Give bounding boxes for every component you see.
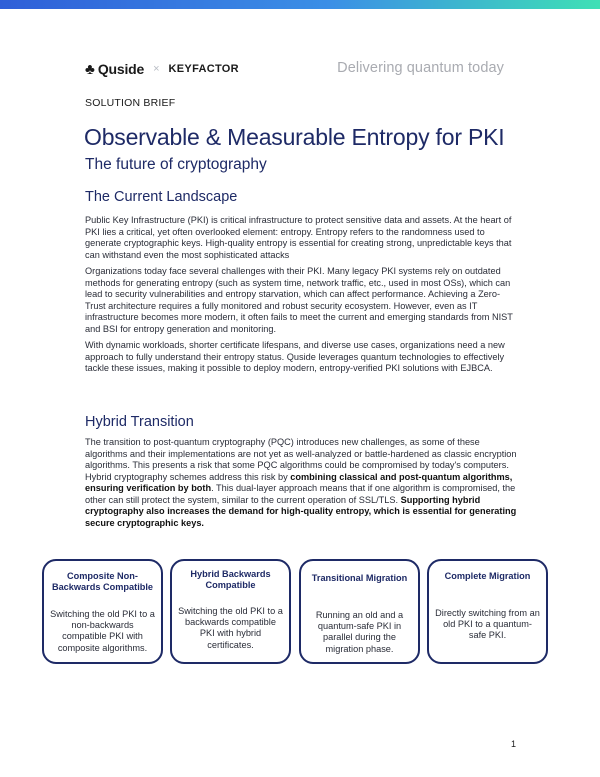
tagline: Delivering quantum today bbox=[337, 60, 504, 76]
hybrid-text-part: The transition to post-quantum cryptography (PQC) introduces new challenges, as some of these algorithms and their implementations are not yet as well-analyzed or battle-hardened as classic encryption algorithms. This presents a risk that some PQC algorithms could be compromised by today's computers. Hybrid cryptography schemes address this risk by bbox=[85, 437, 517, 482]
document-type-label: SOLUTION BRIEF bbox=[85, 97, 176, 109]
card-body: Switching the old PKI to a backwards compatible PKI with hybrid certificates. bbox=[178, 606, 283, 650]
section-heading-current-landscape: The Current Landscape bbox=[85, 189, 238, 205]
migration-options bbox=[42, 559, 554, 667]
paragraph-pki-intro: Public Key Infrastructure (PKI) is critical infrastructure to protect sensitive data and assets. At the heart of PKI lies a critical, yet often overlooked element: entropy. Entropy refers to the randomness used to generate cryptographic keys. High-quality entropy is essential for creating strong, unpredictable keys that can withstand even the most sophisticated attacks bbox=[85, 215, 512, 260]
hybrid-text-emphasis: combining classical and post-quantum algorithms, ensuring verification by both bbox=[85, 471, 513, 493]
card-hybrid-backwards bbox=[170, 559, 291, 664]
page-number: 1 bbox=[511, 739, 517, 749]
card-body: Running an old and a quantum-safe PKI in parallel during the migration phase. bbox=[315, 610, 404, 654]
card-transitional bbox=[299, 559, 420, 664]
club-icon: ♣ bbox=[85, 60, 95, 78]
card-title: Hybrid Backwards Compatible bbox=[190, 569, 271, 590]
paragraph-pki-challenges: Organizations today face several challenges with their PKI. Many legacy PKI systems rely on outdated methods for generating entropy (such as system time, network traffic, etc., used in most OSs), which can lead to security vulnerabilities and entropy starvation, which can affect performance. Achieving a Zero-Trust architecture requires a fully monitored and robust security ecosystem. However, even as IT infrastructure becomes more modern, it often fails to meet the current and emerging standards from NIST and BSI for entropy generation and monitoring. bbox=[85, 266, 513, 334]
quside-logo: Quside bbox=[97, 61, 145, 77]
card-composite bbox=[42, 559, 163, 664]
card-title: Composite Non-Backwards Compatible bbox=[51, 571, 154, 592]
paragraph-quside-approach: With dynamic workloads, shorter certificate lifespans, and diverse use cases, organizations need a new approach to fully understand their entropy status. Quside leverages quantum technologies to effectively tackle these issues, making it possible to deploy modern, entropy-verified PKI solutions with EJBCA. bbox=[85, 340, 505, 373]
partner-logos bbox=[85, 60, 239, 78]
keyfactor-logo: KEYFACTOR bbox=[168, 63, 239, 75]
card-body: Directly switching from an old PKI to a quantum-safe PKI. bbox=[435, 608, 540, 641]
hybrid-text-part: . This dual-layer approach means that if one algorithm is compromised, the other can still protect the system, similar to the current operation of SSL/TLS. bbox=[85, 483, 516, 505]
card-title: Transitional Migration bbox=[311, 573, 408, 583]
page-subtitle: The future of cryptography bbox=[85, 156, 267, 173]
paragraph-hybrid-transition bbox=[85, 437, 517, 529]
page-title: Observable & Measurable Entropy for PKI bbox=[84, 124, 505, 150]
section-heading-hybrid-transition: Hybrid Transition bbox=[85, 414, 194, 430]
logo-separator: × bbox=[153, 63, 160, 75]
hybrid-text-emphasis: Supporting hybrid cryptography also increases the demand for high-quality entropy, which is essential for generating secure cryptographic keys. bbox=[85, 494, 517, 528]
card-title: Complete Migration bbox=[444, 571, 531, 581]
card-body: Switching the old PKI to a non-backwards compatible PKI with composite algorithms. bbox=[50, 609, 155, 653]
accent-bar bbox=[0, 0, 600, 9]
card-complete bbox=[427, 559, 548, 664]
